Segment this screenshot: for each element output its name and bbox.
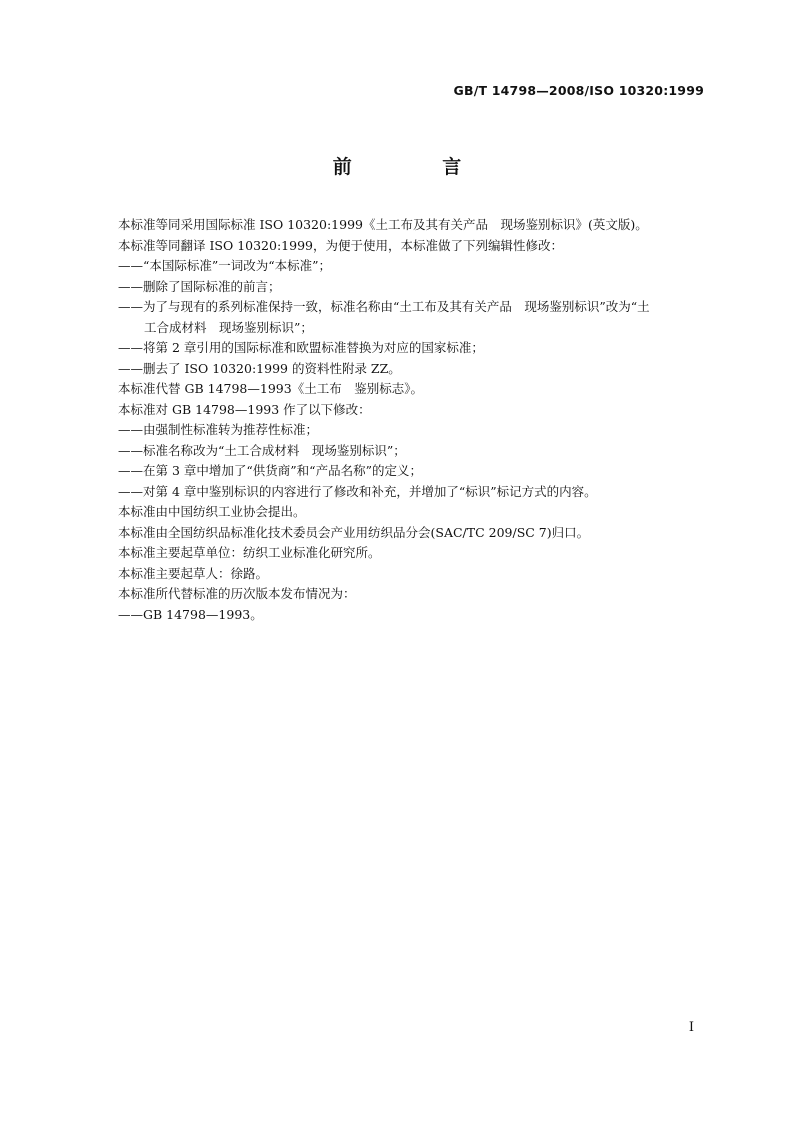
text-line: 本标准主要起草人：徐路。 [118, 565, 269, 581]
list-item: ——删除了国际标准的前言； [118, 278, 281, 294]
text-line: 本标准对 GB 14798—1993 作了以下修改： [118, 401, 371, 417]
list-item: ——由强制性标准转为推荐性标准； [118, 422, 319, 437]
page-title: 前 言 [332, 156, 504, 178]
standard-code-header: GB/T 14798—2008/ISO 10320:1999 [453, 83, 704, 98]
page-number: I [688, 1020, 694, 1035]
list-item: ——将第 2 章引用的国际标准和欧盟标准替换为对应的国家标准； [118, 340, 484, 355]
list-item: ——标准名称改为“土工合成材料 现场鉴别标识”； [118, 442, 406, 458]
text-line: 本标准由中国纺织工业协会提出。 [118, 504, 306, 519]
list-item-continuation: 工合成材料 现场鉴别标识”； [144, 319, 313, 335]
text-line: 本标准由全国纺织品标准化技术委员会产业用纺织品分会(SAC/TC 209/SC 7)归口。 [118, 524, 590, 540]
list-item: ——在第 3 章中增加了“供货商”和“产品名称”的定义； [118, 463, 422, 478]
text-line: 本标准代替 GB 14798—1993《土工布 鉴别标志》。 [118, 381, 423, 396]
list-item: ——删去了 ISO 10320:1999 的资料性附录 ZZ。 [118, 360, 401, 376]
text-line: 本标准主要起草单位：纺织工业标准化研究所。 [118, 545, 381, 560]
list-item: ——为了与现有的系列标准保持一致，标准名称由“土工布及其有关产品 现场鉴别标识”改为“土 [118, 299, 650, 314]
text-line: 本标准等同采用国际标准 ISO 10320:1999《土工布及其有关产品 现场鉴别标识》(英文版)。 [118, 217, 648, 232]
foreword-body [118, 215, 710, 625]
text-line: 本标准所代替标准的历次版本发布情况为： [118, 586, 356, 601]
text-line: 本标准等同翻译 ISO 10320:1999，为便于使用，本标准做了下列编辑性修改： [118, 237, 563, 253]
list-item: ——GB 14798—1993。 [118, 606, 263, 622]
list-item: ——对第 4 章中鉴别标识的内容进行了修改和补充，并增加了“标识”标记方式的内容。 [118, 483, 597, 499]
list-item: ——“本国际标准”一词改为“本标准”； [118, 258, 332, 273]
